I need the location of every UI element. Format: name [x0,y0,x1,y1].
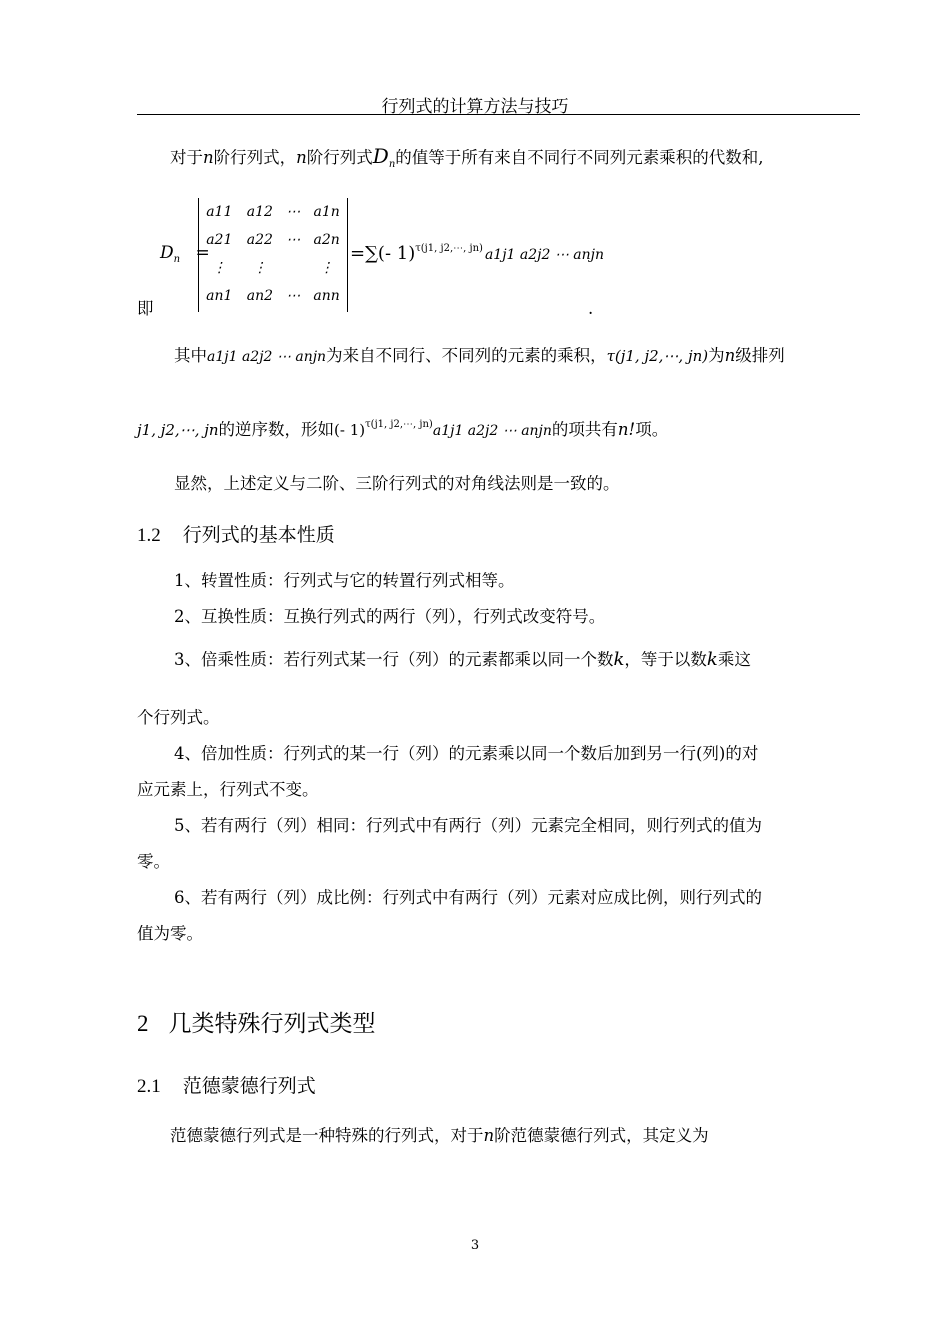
property-3-cont: 个行列式。 [137,708,220,727]
math-n: n [296,148,307,167]
product-terms: a1j1 a2j2 ⋯ anjn [484,247,605,263]
property-1: 1、转置性质：行列式与它的转置行列式相等。 [174,571,515,590]
matrix-cell: a2n [313,232,340,248]
text: 级排列 [735,346,785,365]
math-n: n [724,346,736,365]
math-k: k [706,649,718,670]
matrix-cell: ⋮ [252,260,267,276]
matrix-row [199,254,347,282]
page-header: 行列式的计算方法与技巧 [381,97,569,117]
section-number: 2.1 [137,1076,161,1097]
determinant-matrix [195,198,348,312]
text: 范德蒙德行列式是一种特殊的行列式，对于 [170,1126,484,1145]
property-4: 4、倍加性质：行列式的某一行（列）的元素乘以同一个数后加到另一行(列)的对 [174,744,759,763]
page-number: 3 [470,1238,480,1253]
matrix-row [199,226,347,254]
property-5: 5、若有两行（列）相同：行列式中有两行（列）元素完全相同，则行列式的值为 [174,816,762,835]
paragraph-5 [170,1124,709,1148]
matrix-table [199,198,347,310]
section-title: 几类特殊行列式类型 [168,1011,376,1037]
text: 阶范德蒙德行列式，其定义为 [494,1126,709,1145]
header-rule [137,114,860,115]
section-heading-1-2 [137,520,335,547]
tau-expression: τ(j1, j2,⋯, jn) [606,347,709,365]
text: 3、倍乘性质：若行列式某一行（列）的元素都乘以同一个数 [174,650,614,669]
math-sub: n [388,159,396,170]
matrix-cell: a12 [246,204,273,220]
matrix-cell [280,254,306,282]
text: 的项共有 [551,420,618,439]
product-terms: a1j1 a2j2 ⋯ anjn [207,349,327,365]
text: 乘这 [717,650,751,669]
section-heading-2-1 [137,1071,316,1098]
product-terms: a1j1 a2j2 ⋯ anjn [432,423,552,439]
definition-paragraph [170,144,764,173]
matrix-cell: ⋯ [286,288,301,304]
matrix-row [199,198,347,226]
section-number: 2 [137,1011,149,1036]
math-D: D [372,144,389,168]
matrix-cell: ⋯ [286,204,301,220]
matrix-cell: ⋮ [319,260,334,276]
formula-rhs [350,243,604,264]
sum-expression: =∑(- 1) [350,243,416,264]
matrix-cell: an1 [206,288,233,304]
section-number: 1.2 [137,525,161,546]
text: 为 [708,346,725,365]
section-heading-2 [137,1005,376,1038]
matrix-cell: an2 [246,288,274,304]
paragraph-3 [137,418,668,445]
equals: = [195,243,210,263]
matrix-row [199,282,347,310]
property-2: 2、互换性质：互换行列式的两行（列），行列式改变符号。 [174,607,606,626]
property-3 [174,648,751,672]
property-5-cont: 零。 [137,852,170,871]
math-n: n [483,1126,495,1145]
matrix-cell: ann [313,288,340,304]
text: 阶行列式 [306,148,373,167]
text: 阶行列式， [213,148,297,167]
property-6: 6、若有两行（列）成比例：行列式中有两行（列）元素对应成比例，则行列式的 [174,888,762,907]
text: 对于 [170,148,203,167]
text: 为来自不同行、不同列的元素的乘积， [326,346,607,365]
matrix-cell: a22 [246,232,273,248]
j-sequence: j1, j2,⋯, jn [137,421,219,439]
math-sub: n [173,254,181,265]
sign-term: (- 1) [334,421,366,439]
paragraph-2 [174,344,785,369]
text: 其中 [174,346,207,365]
matrix-cell: a1n [313,204,340,220]
text: 的逆序数，形如 [218,420,335,439]
property-4-cont: 应元素上，行列式不变。 [137,780,319,799]
math-D: D [160,243,174,263]
matrix-cell: ⋮ [212,260,227,276]
math-k: k [613,649,625,670]
exponent: τ(j1, j2,⋯, jn) [365,419,433,430]
matrix-cell: a21 [206,232,233,248]
text: ，等于以数 [624,650,707,669]
text: 项。 [635,420,669,439]
matrix-cell: ⋯ [286,232,301,248]
matrix-cell: a11 [206,204,233,220]
paragraph-4: 显然，上述定义与二阶、三阶行列式的对角线法则是一致的。 [174,474,620,493]
n-factorial: n! [617,420,636,439]
property-6-cont: 值为零。 [137,924,203,943]
text: 的值等于所有来自不同行不同列元素乘积的代数和, [395,148,764,167]
formula-end: . [588,299,594,318]
section-title: 行列式的基本性质 [182,524,335,546]
math-n: n [203,148,214,167]
formula-prefix: 即 [137,299,154,318]
section-title: 范德蒙德行列式 [182,1075,316,1097]
exponent: τ(j1, j2,⋯, jn) [415,243,483,254]
